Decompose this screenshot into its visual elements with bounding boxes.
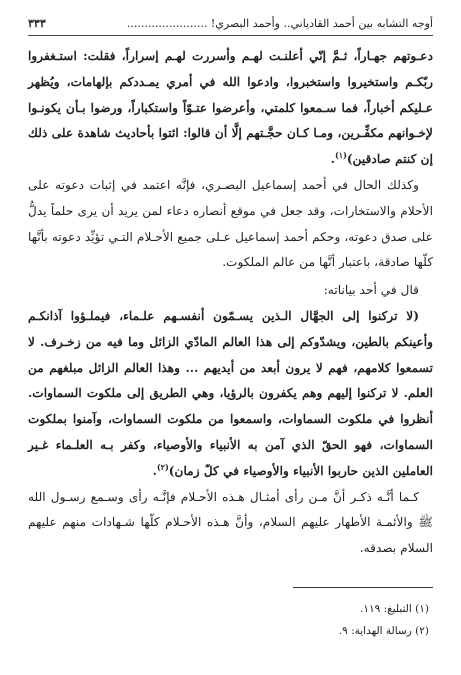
- paragraph-2: وكذلك الحال في أحمد إسماعيل البصـري، فإنَّه اعتمد في إثبات دعوته على الأحلام والاستخارات، وقد جعل في موقع أنصاره دعاء لمن يريد أن يرى حلماً يدلُّ على صدق دعوته، وحكم أحمد إسماعيل عـلى جميع الأحـلام التـي تؤيِّد دعوته بأنَّها كلّها صادقة، باعتبار أنَّها من عالم الملكوت.: [28, 177, 433, 270]
- main-text: [28, 44, 433, 562]
- paragraph-3: قال في أحد بياناته:: [323, 283, 419, 298]
- footnote-1: [28, 598, 429, 620]
- footnote-number: (١): [415, 603, 429, 615]
- quote-paragraph-2: (لا تركنوا إلى الجهَّال الـذين يسـمّون أنفسـهم علـماء، فيملـؤوا آذانكـم وأعينكم بالطين، ويشدّوكم إلى هذا العالم المادّي الزائل وما فيه من زخـرف. لا تسمعوا كلامهم، فهم لا يرون أبعد من أيديهم ... وهذا العالم الزائل مبلغهم من العلم. لا تركنوا إليهم وهم يكفرون بالرؤيا، وهي الطريق إلى ملكوت السماوات. أنظروا في ملكوت السماوات، واسمعوا من ملكوت السماوات، وآمنوا بملكوت السماوات، فهو الحقّ الذي آمن به الأنبياء والأوصياء، وكفر بـه العلـماء غـير العاملين الذين حاربوا الأنبياء والأوصياء في كلّ زمان)$^{(٢)}$.: [28, 308, 433, 478]
- footnote-number: (٢): [415, 625, 429, 637]
- footnotes: [28, 598, 429, 642]
- footnote-text: رسالة الهداية: ٩.: [338, 625, 412, 637]
- quote-text-2: (لا تركنوا إلى الجهَّال الـذين يسـمّون أنفسـهم علـماء، فيملـؤوا آذانكـم وأعينكم بالطين، ويشدّوكم إلى هذا العالم المادّي الزائل وما فيه من زخـرف. لا تسمعوا كلامهم، فهم لا يرون أبعد من أيديهم ... وهذا العالم الزائل مبلغهم من العلم. لا تركنوا إليهم وهم يكفرون بالرؤيا، وهي الطريق إلى ملكوت السماوات. أنظروا في ملكوت السماوات، واسمعوا من ملكوت السماوات، وآمنوا بملكوت السماوات، فهو الحقّ الذي آمن به الأنبياء والأوصياء، وكفر بـه العلـماء غـير العاملين الذين حاربوا الأنبياء والأوصياء في كلّ زمان): [28, 308, 433, 478]
- header-title: [127, 17, 433, 30]
- footnote-2: [28, 620, 429, 642]
- header-dots: .......................: [126, 16, 208, 30]
- page-number: ٣٣٣: [28, 16, 46, 30]
- running-header: [28, 14, 433, 36]
- quote-text-1: دعـوتهم جهـاراً، ثـمَّ إنّي أعلنـت لهـم وأسررت لهـم إسراراً، فقلت: استـغفروا ربّكـم واستخيروا واستخبروا، وادعوا الله في أمري يمـددكم بإلهامات، ويُظهر عـليكم أخباراً، فما سـمعوا كلمتي، وأعرضوا عتـوّاً واستكباراً، ورضوا بـأن يكونـوا لإخـوانهم مكفِّـرين، ومـا كـان حجَّـتهم إلَّا أن قالوا: ائتوا بأحاديث شاهدة على ذلك إن كنتم صادقين): [28, 49, 433, 167]
- footnote-ref-2: (٢): [156, 461, 169, 472]
- header-title-text: أوجه التشابه بين أحمد القادياني.. وأحمد البصري!: [210, 16, 433, 30]
- footnote-ref-1: (١): [334, 150, 347, 161]
- quote-paragraph-1: دعـوتهم جهـاراً، ثـمَّ إنّي أعلنـت لهـم وأسررت لهـم إسراراً، فقلت: استـغفروا ربّكـم واستخيروا واستخبروا، وادعوا الله في أمري يمـددكم بإلهامات، ويُظهر عـليكم أخباراً، فما سـمعوا كلمتي، وأعرضوا عتـوّاً واستكباراً، ورضوا بـأن يكونـوا لإخـوانهم مكفِّـرين، ومـا كـان حجَّـتهم إلَّا أن قالوا: ائتوا بأحاديث شاهدة على ذلك إن كنتم صادقين)$^{(١)}$.: [28, 49, 433, 167]
- footnote-text: التبليغ: ١١٩.: [359, 603, 412, 615]
- footnote-separator: [293, 587, 433, 588]
- paragraph-5: كـما أنَّـه ذكـر أنَّ مـن رأى أمثـال هـذه الأحـلام فإنَّـه رأى وسـمع رسـول الله ﷺ والأئمـة الأطهار عليهم السلام، وأنَّ هـذه الأحـلام كلّها شـهادات منهم عليهم السلام بصدقه.: [28, 489, 433, 556]
